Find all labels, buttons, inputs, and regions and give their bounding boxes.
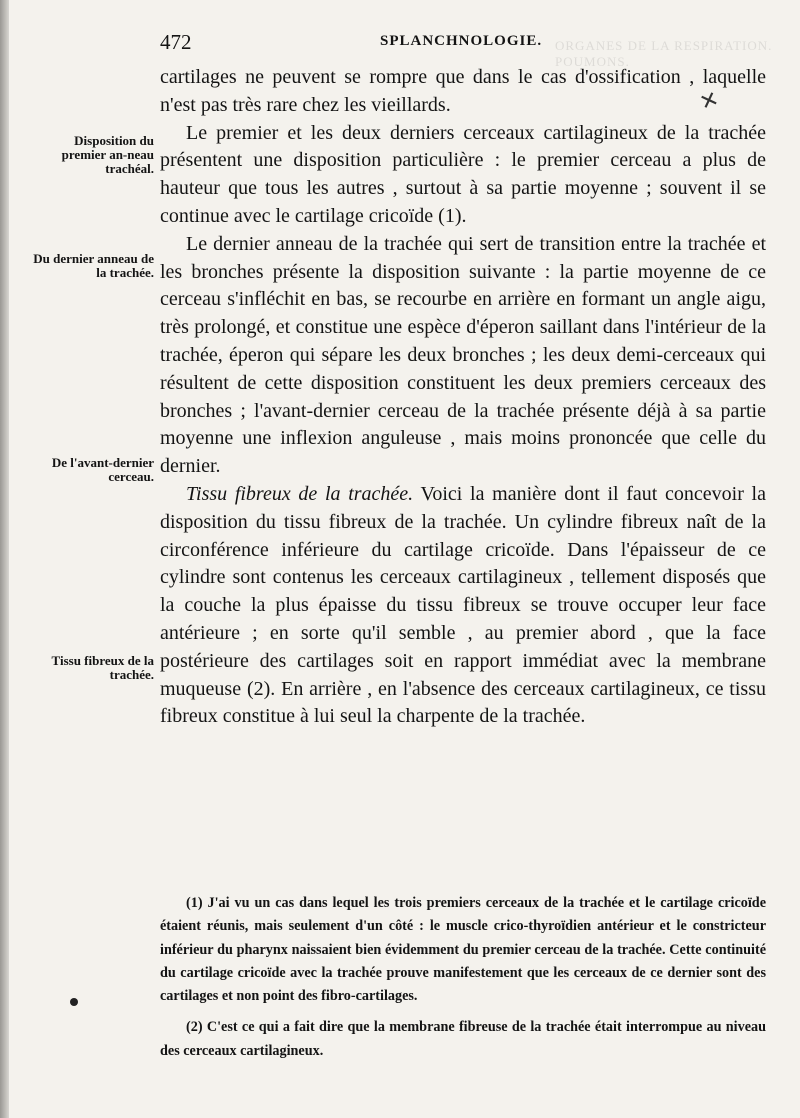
footnotes xyxy=(160,892,766,1063)
bleed-through-header: ORGANES DE LA RESPIRATION. POUMONS. xyxy=(555,38,773,69)
paragraph-title-tissu-fibreux: Tissu fibreux de la trachée. xyxy=(186,482,414,505)
running-title: SPLANCHNOLOGIE. xyxy=(380,33,543,49)
margin-note-premier-anneau: Disposition du premier an-neau trachéal. xyxy=(61,133,154,176)
margin-note-avant-dernier: De l'avant-dernier cerceau. xyxy=(51,455,154,484)
paragraph-tissu-fibreux xyxy=(160,481,766,731)
page-number: 472 xyxy=(160,30,192,54)
margin-note-dernier-anneau: Du dernier anneau de la trachée. xyxy=(33,251,154,280)
paragraph-continuation: cartilages ne peuvent se rompre que dans le cas d'ossification , laquelle n'est pas très rare chez les vieillards. xyxy=(160,66,766,116)
paragraph-premier-cerceau: Le premier et les deux derniers cerceaux cartilagineux de la trachée présentent une disposition particulière : le premier cerceau a plus de hauteur que tous les autres , surtout à sa partie moyenne ; souvent il se continue avec le cartilage cricoïde (1). xyxy=(160,121,766,227)
margin-note-tissu-fibreux: Tissu fibreux de la trachée. xyxy=(51,653,154,682)
stray-ink-mark: ✕ xyxy=(696,85,722,116)
paragraph-tissu-fibreux-text: Voici la manière dont il faut concevoir la disposition du tissu fibreux de la trachée. Un cylindre fibreux naît de la circonférence inférieure du cartilage cricoïde. Dans l'épaisseur de ce cylindre sont contenus les cerceaux cartilagineux , tellement disposés que la couche la plus épaisse du tissu fibreux se trouve occuper leur face antérieure ; en sorte qu'il semble , au premier abord , que la face postérieure des cartilages soit en rapport immédiat avec la membrane muqueuse (2). En arrière , en l'absence des cerceaux cartilagineux, ce tissu fibreux constitue à lui seul la charpente de la trachée. xyxy=(160,482,766,728)
footnote-1: (1) J'ai vu un cas dans lequel les trois premiers cerceaux de la trachée et le cartilage cricoïde étaient réunis, mais seulement d'un côté : le muscle crico-thyroïdien antérieur et le constricteur inférieur du pharynx naissaient bien évidemment du premier cerceau de la trachée. Cette continuité du cartilage cricoïde avec la trachée prouve manifestement que les cerceaux de ce dernier sont des cartilages et non point des fibro-cartilages. xyxy=(160,895,766,1005)
paragraph-dernier-anneau: Le dernier anneau de la trachée qui sert de transition entre la trachée et les bronches présente la disposition suivante : la partie moyenne de ce cerceau s'infléchit en bas, se recourbe en arrière en formant un angle aigu, très prolongé, et constitue une espèce d'éperon saillant dans l'intérieur de la trachée, éperon qui sépare les deux bronches ; les deux demi-cerceaux qui résultent de cette disposition constituent les deux premiers cerceaux des bronches ; l'avant-dernier cerceau de la trachée présente déjà à sa partie moyenne une inflexion anguleuse , mais moins prononcée que celle du dernier. xyxy=(160,232,766,478)
ink-blot xyxy=(70,998,78,1006)
page-header xyxy=(160,30,765,60)
body-text xyxy=(160,64,766,731)
footnote-2: (2) C'est ce qui a fait dire que la membrane fibreuse de la trachée était interrompue au niveau des cerceaux cartilagineux. xyxy=(160,1019,766,1059)
page-binding-edge xyxy=(0,0,9,1118)
